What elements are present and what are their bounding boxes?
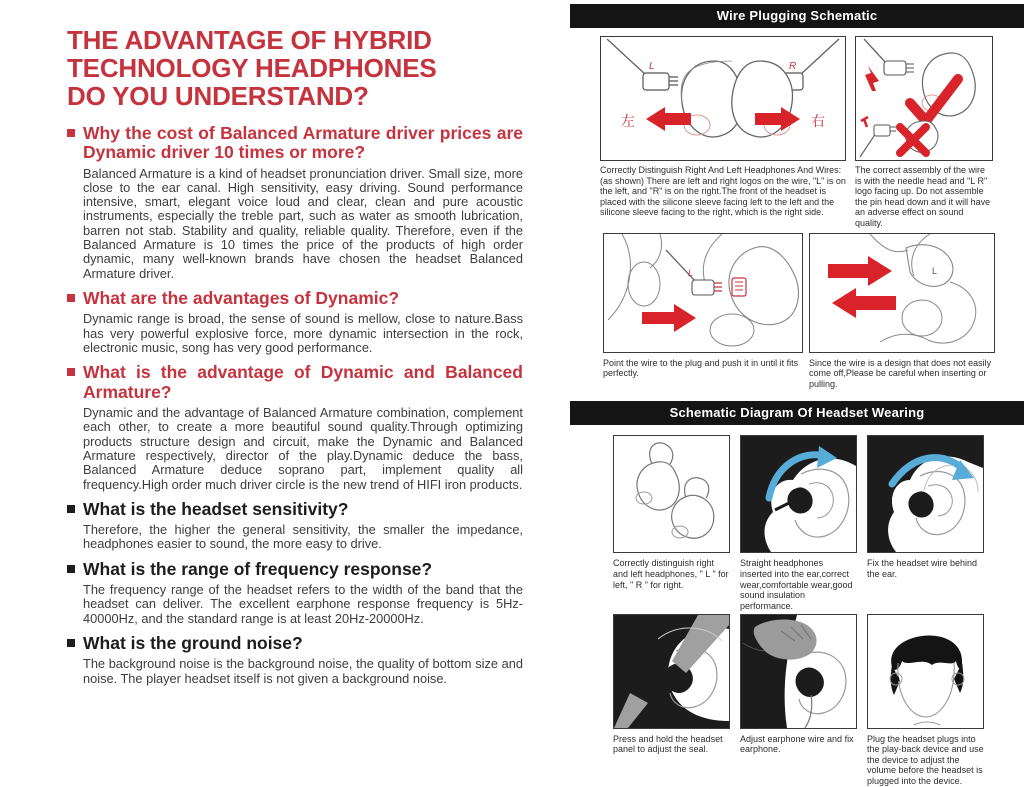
qa-section-2 [67, 289, 523, 355]
chinese-left-label: 左 [621, 113, 635, 129]
figure-caption: Adjust earphone wire and fix earphone. [740, 733, 854, 755]
press-panel-illustration [614, 615, 729, 728]
plug-label-L: L [932, 265, 938, 276]
figure-plug-into-device [867, 614, 984, 729]
wire-plugging-captions-row2 [603, 358, 1024, 390]
schematic-page [570, 0, 1024, 786]
qa-section-1 [67, 124, 523, 281]
figure-caption: Press and hold the headset panel to adjust the seal. [613, 733, 723, 755]
answer-text: Dynamic range is broad, the sense of sound is mellow, close to nature.Bass has very powerful explosive force, more dynamic intersection in the rock, electronic music, song has very good performance. [83, 311, 523, 356]
figure-caption: Correctly Distinguish Right And Left Headphones And Wires: (as shown) There are left and right logos on the wire, "L" is on the left, and "R" is on the right.The front of the headset is placed with the silicone sleeve facing left to the left and the silicone sleeve facing to the right, which is the right side. [600, 165, 846, 218]
question-text: Why the cost of Balanced Armature driver prices are Dynamic driver 10 times or more? [83, 123, 523, 163]
question-heading [67, 289, 523, 308]
plug-label-R: R [789, 61, 797, 72]
push-plug-illustration [604, 234, 802, 352]
plug-label-L: L [688, 267, 694, 278]
wearing-row2 [613, 614, 1024, 729]
question-heading [67, 363, 523, 402]
question-text: What is the ground noise? [83, 632, 303, 653]
question-heading [67, 634, 523, 653]
figure-caption: Correctly distinguish right and left headphones, " L " for left, " R " for right. [613, 558, 729, 590]
qa-section-4 [67, 500, 523, 552]
figure-wire-behind-ear [867, 435, 984, 553]
figure-caption: Plug the headset plugs into the play-back device and use the device to adjust the volume before the headset is plugged into the device. [867, 733, 984, 786]
wire-plugging-row2 [603, 233, 1024, 353]
figure-caption: Point the wire to the plug and push it in until it fits perfectly. [603, 357, 799, 379]
square-bullet-icon [67, 639, 75, 647]
question-heading [67, 124, 523, 163]
chinese-right-label: 右 [811, 113, 825, 129]
square-bullet-icon [67, 294, 75, 302]
page-title-line2: TECHNOLOGY HEADPHONES [67, 53, 437, 83]
answer-text: The background noise is the background noise, the quality of bottom size and noise. The player headset itself is not given a background noise. [83, 656, 523, 686]
figure-insert-pull-care [809, 233, 995, 353]
question-heading [67, 500, 523, 519]
figure-press-panel [613, 614, 730, 729]
qa-section-3 [67, 363, 523, 491]
arrow-left-icon [832, 288, 896, 318]
figure-distinguish-lr [613, 435, 730, 553]
wearing-captions-row1 [613, 558, 1024, 611]
figure-caption: Fix the headset wire behind the ear. [867, 558, 978, 580]
figure-correct-assembly [855, 36, 993, 161]
arrow-right-icon [828, 256, 892, 286]
insert-pull-illustration [810, 234, 994, 352]
face-with-earphones-illustration [868, 615, 983, 728]
question-heading [67, 560, 523, 579]
question-text: What is the headset sensitivity? [83, 498, 349, 519]
correct-wrong-assembly-illustration [856, 37, 992, 160]
wire-behind-ear-illustration [868, 436, 983, 552]
question-text: What is the range of frequency response? [83, 558, 433, 579]
question-text: What are the advantages of Dynamic? [83, 288, 400, 309]
page-title [67, 26, 523, 110]
earbuds-left-right-illustration [601, 37, 845, 160]
figure-caption: The correct assembly of the wire is with the needle head and "L R" logo facing up. Do not assemble the pin head down and it will have an adverse effect on sound quality. [855, 165, 991, 229]
panel-header-wire-plugging: Wire Plugging Schematic [570, 4, 1024, 28]
arrow-right-icon [642, 304, 696, 332]
wearing-captions-row2 [613, 734, 1024, 787]
answer-text: The frequency range of the headset refers to the width of the band that the headset can deliver. The excellent earphone response frequency is 5Hz-40000Hz, and the standard range is at least 20Hz-20000Hz. [83, 581, 523, 626]
answer-text: Dynamic and the advantage of Balanced Armature combination, complement each other, to create a more beautiful sound quality.Through optimizing products structure design and circuit, make the Dynamic and Balanced Armature respectively, director of the play.Dynamic deduce the bass, Balanced Armature deduce soprano part, implement quality all frequency.High order much driver circle is the new trend of HIFI iron products. [83, 404, 523, 492]
arrow-up-icon [865, 66, 879, 91]
wearing-row1 [613, 435, 1024, 553]
square-bullet-icon [67, 505, 75, 513]
figure-insert-into-ear [740, 435, 857, 553]
square-bullet-icon [67, 368, 75, 376]
wire-plugging-row1 [600, 36, 1024, 161]
figure-caption: Since the wire is a design that does not easily come off,Please be careful when inserting or pulling. [809, 357, 992, 389]
plug-label-L: L [649, 61, 655, 72]
ear-insert-illustration [741, 436, 856, 552]
question-text: What is the advantage of Dynamic and Balanced Armature? [83, 362, 523, 402]
page-title-line1: THE ADVANTAGE OF HYBRID [67, 25, 432, 55]
figure-push-plug-in [603, 233, 803, 353]
qa-section-6 [67, 634, 523, 686]
small-arrow-icon [861, 117, 868, 127]
two-earbuds-illustration [614, 436, 729, 552]
qa-section-5 [67, 560, 523, 626]
figure-adjust-wire [740, 614, 857, 729]
square-bullet-icon [67, 129, 75, 137]
answer-text: Therefore, the higher the general sensitivity, the smaller the impedance, headphones easier to sound, the more easy to drive. [83, 522, 523, 552]
figure-left-right-identification [600, 36, 846, 161]
panel-header-headset-wearing: Schematic Diagram Of Headset Wearing [570, 401, 1024, 425]
answer-text: Balanced Armature is a kind of headset pronunciation driver. Small size, more close to the ear canal. High sensitivity, easy driving. Sound performance intensive, smart, elegant voice loud and clear, clean and pure acoustic instruments, especially the treble part, such as water as smooth lubrication, barren not stab. Stability and quality, reliable quality. Therefore, even if the Balanced Armature is 10 times the price of the products of high order dynamic, many well-known brands have chosen the headset Balanced Armature driver. [83, 165, 523, 281]
square-bullet-icon [67, 565, 75, 573]
page-title-line3: DO YOU UNDERSTAND? [67, 81, 369, 111]
figure-caption: Straight headphones inserted into the ear,correct wear,comfortable wear,good sound insulation performance. [740, 558, 853, 611]
adjust-wire-illustration [741, 615, 856, 728]
wire-plugging-captions-row1 [600, 165, 1024, 229]
